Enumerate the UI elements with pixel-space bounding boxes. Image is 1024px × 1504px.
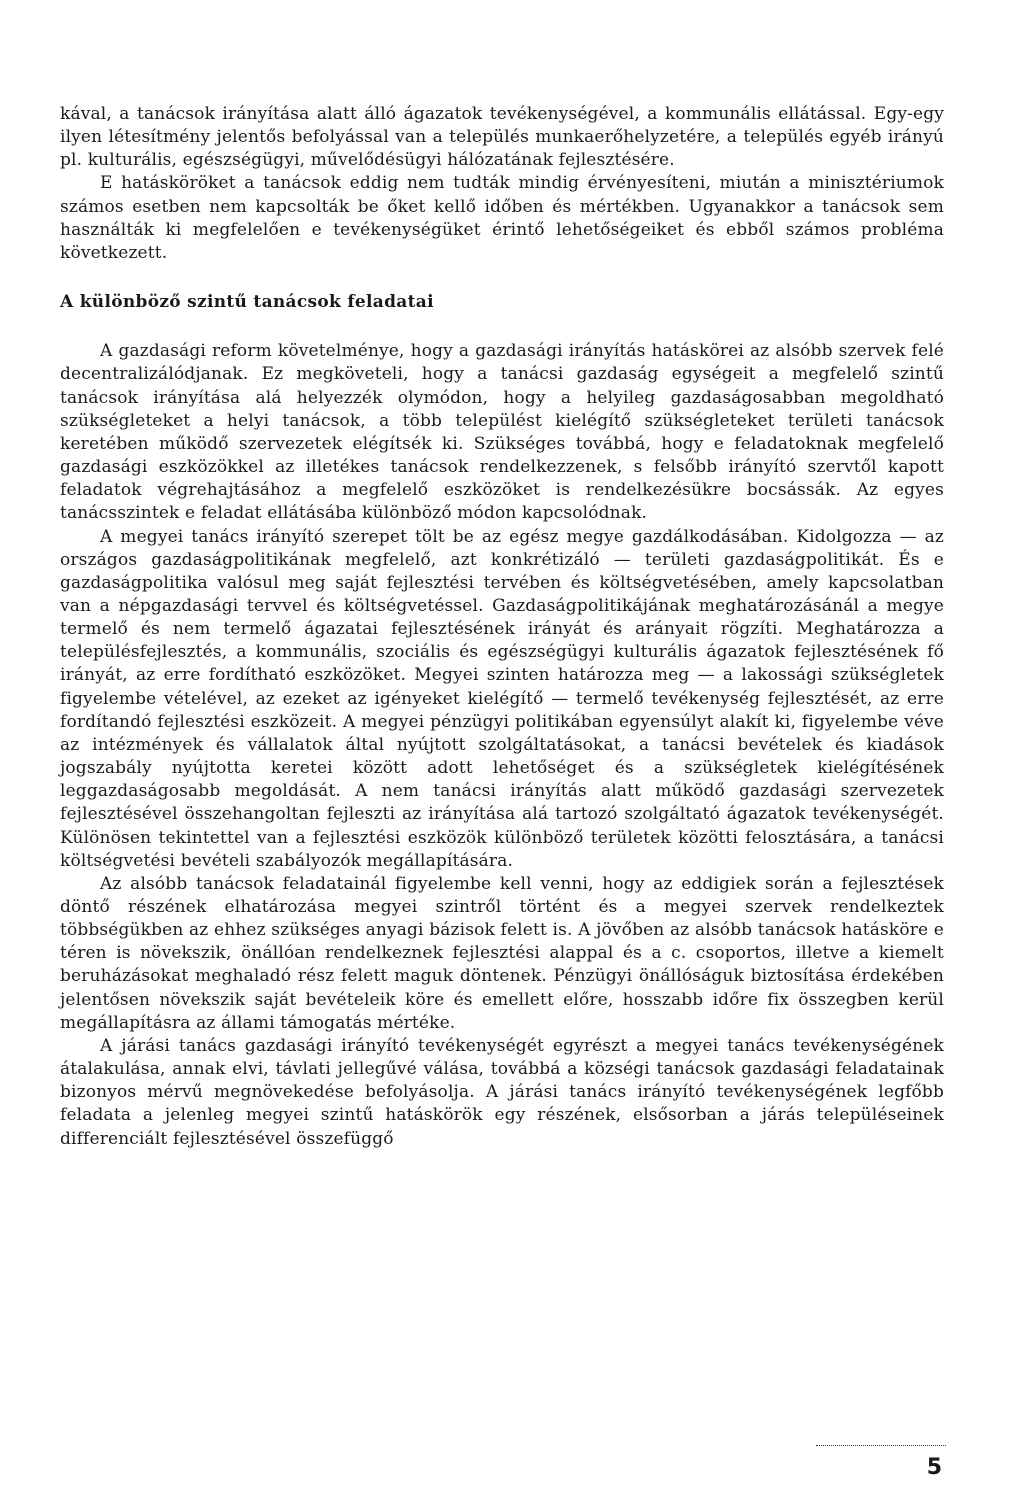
paragraph-continuation: kával, a tanácsok irányítása alatt álló ágazatok tevékenységével, a kommunális ellátással. Egy-egy ilyen létesítmény jelentős befolyással van a település munkaerőhelyzetére, a település egyéb irányú pl. kulturális, egészségügyi, művelődésügyi hálózatának fejlesztésére. — [60, 104, 944, 171]
paragraph: Az alsóbb tanácsok feladatainál figyelembe kell venni, hogy az eddigiek során a fejlesztések döntő részének elhatározása megyei szintről történt és a megyei szervek rendelkeztek többségükben az ehhez szükséges anyagi bázisok felett is. A jövőben az alsóbb tanácsok hatásköre e téren is növekszik, önállóan rendelkeznek fejlesztési alappal és a c. csoportos, illetve a kiemelt beruházásokat meghaladó rész felett maguk döntenek. Pénzügyi önállóságuk biztosítása érdekében jelentősen növekszik saját bevételeik köre és emellett előre, hosszabb időre fix összegben kerül megállapításra az állami támogatás mértéke. — [60, 873, 944, 1033]
footer-rule — [816, 1445, 946, 1446]
paragraph: A járási tanács gazdasági irányító tevékenységét egyrészt a megyei tanács tevékenységének átalakulása, annak elvi, távlati jellegűvé válása, továbbá a községi tanácsok gazdasági feladatainak bizonyos mérvű megnövekedése befolyásolja. A járási tanács irányító tevékenységének legfőbb feladata a jelenleg megyei szintű hatáskörök egy részének, elsősorban a járás településeinek differenciált fejlesztésével összefüggő — [60, 1035, 944, 1149]
paragraph: A gazdasági reform követelménye, hogy a gazdasági irányítás hatáskörei az alsóbb szervek felé decentralizálódjanak. Ez megköveteli, hogy a tanácsi gazdaság egységeit a megfelelő szintű tanácsok irányítása alá helyezzék olymódon, hogy a helyileg gazdaságosabban megoldható szükségleteket a helyi tanácsok, a több települést kielégítő szükségleteket területi tanácsok keretében működő szervezetek elégítsék ki. Szükséges továbbá, hogy e feladatoknak megfelelő gazdasági eszközökkel az illetékes tanácsok rendelkezzenek, s felsőbb irányító szervtől kapott feladatok végrehajtásához a megfelelő eszközöket is rendelkezésükre bocsássák. Az egyes tanácsszintek e feladat ellátásába különböző módon kapcsolódnak. — [60, 341, 944, 524]
section-heading: A különböző szintű tanácsok feladatai — [60, 292, 434, 313]
paragraph: E hatásköröket a tanácsok eddig nem tudták mindig érvényesíteni, miután a minisztériumok számos esetben nem kapcsolták be őket kellő időben és mértékben. Ugyanakkor a tanácsok sem használták ki megfelelően e tevékenységüket érintő lehetőségeiket és ebből számos probléma következett. — [60, 173, 944, 263]
page-number: 5 — [926, 1455, 942, 1480]
paragraph: A megyei tanács irányító szerepet tölt be az egész megye gazdálkodásában. Kidolgozza — az országos gazdaságpolitikának megfelelő, azt konkrétizáló — területi gazdaságpolitikát. És e gazdaságpolitika valósul meg saját fejlesztési tervében és költségvetésében, amely kapcsolatban van a népgazdasági tervvel és költségvetéssel. Gazdaságpolitikájának meghatározásánál a megye termelő és nem termelő ágazatai fejlesztésének irányát és arányait rögzíti. Meghatározza a településfejlesztés, a kommunális, szociális és egészségügyi kulturális ágazatok fejlesztésének fő irányát, az erre fordítható eszközöket. Megyei szinten határozza meg — a lakossági szükségletek figyelembe vételével, az ezeket az igényeket kielégítő — termelő tevékenység fejlesztését, az erre fordítandó fejlesztési eszközeit. A megyei pénzügyi politikában egyensúlyt alakít ki, figyelembe véve az intézmények és vállalatok által nyújtott szolgáltatásokat, a tanácsi bevételek és kiadások jogszabály nyújtotta keretei között adott lehetőséget és a szükségletek kielégítésének leggazdaságosabb megoldását. A nem tanácsi irányítás alatt működő gazdasági szervezetek fejlesztésével összehangoltan fejleszti az irányítása alá tartozó szolgáltató ágazatok tevékenységét. Különösen tekintettel van a fejlesztési eszközök különböző területek közötti felosztására, a tanácsi költségvetési bevételi szabályozók megállapítására. — [60, 526, 944, 871]
body-text — [60, 103, 944, 1151]
